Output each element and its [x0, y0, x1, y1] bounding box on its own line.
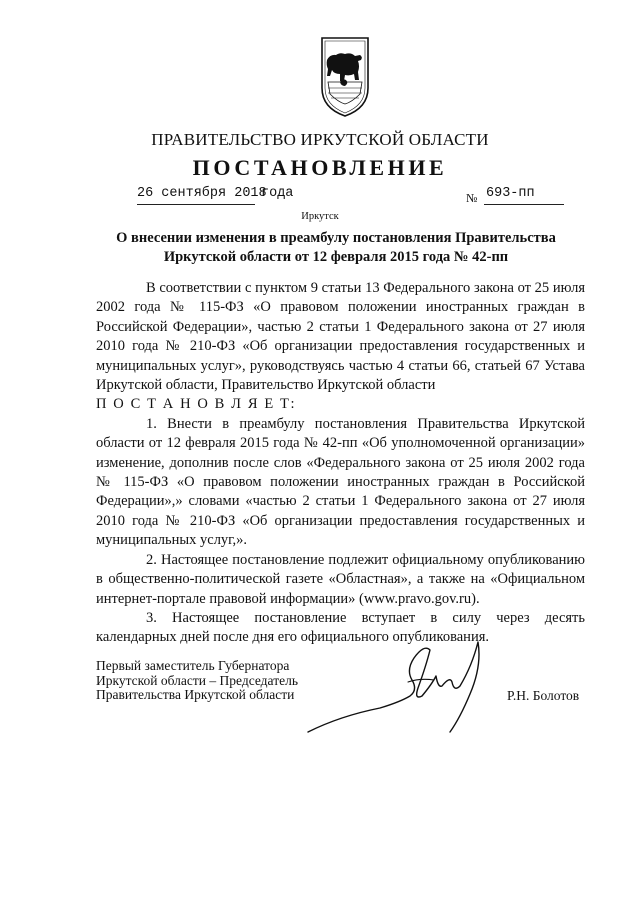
number-sign: № — [466, 191, 478, 205]
document-title — [100, 229, 572, 267]
position-line-3: Правительства Иркутской области — [96, 687, 295, 702]
city-name: Иркутск — [301, 211, 339, 222]
position-line-2: Иркутской области – Председатель — [96, 672, 298, 688]
title-line-1: О внесении изменения в преамбулу постановления Правительства — [116, 230, 556, 246]
position-line-1: Первый заместитель Губернатора — [96, 658, 290, 673]
handwritten-signature — [300, 636, 500, 741]
date-suffix: года — [261, 186, 294, 201]
date-underline — [137, 204, 255, 205]
coat-of-arms-emblem — [318, 36, 372, 118]
item-2-paragraph: 2. Настоящее постановление подлежит официальному опубликованию в общественно-политической газете «Областная», а также на «Официальном интернет-портале правовой информации» (www.pravo.gov.ru). — [96, 551, 585, 607]
decree-date: 26 сентября 2018 — [137, 186, 267, 201]
signatory-position — [96, 659, 298, 703]
document-body — [96, 279, 585, 648]
item-1-paragraph: 1. Внести в преамбулу постановления Правительства Иркутской области от 12 февраля 2015 года № 42-пп «Об уполномоченной организации» изменение, дополнив после слов «Федерального закона от 25 июля 2002 года № 115-ФЗ «О правовом положении иностранных граждан в Российской Федерации»,» словами «частью 2 статьи 1 Федерального закона от 27 июля 2010 года № 210-ФЗ «Об организации предоставления государственных и муниципальных услуг,». — [96, 415, 585, 549]
decree-number: 693-пп — [486, 186, 535, 201]
government-name: ПРАВИТЕЛЬСТВО ИРКУТСКОЙ ОБЛАСТИ — [151, 130, 489, 149]
resolves-heading: П О С Т А Н О В Л Я Е Т: — [96, 396, 297, 413]
item-3-paragraph: 3. Настоящее постановление вступает в силу через десять календарных дней после дня его официального опубликования. — [96, 609, 585, 646]
document-type: ПОСТАНОВЛЕНИЕ — [192, 155, 448, 180]
signatory-name: Р.Н. Болотов — [507, 688, 580, 703]
title-line-2: Иркутской области от 12 февраля 2015 года № 42-пп — [163, 249, 509, 265]
number-underline — [484, 204, 564, 205]
preamble-paragraph: В соответствии с пунктом 9 статьи 13 Федерального закона от 25 июля 2002 года № 115-ФЗ «О правовом положении иностранных граждан в Российской Федерации», частью 2 статьи 1 Федерального закона от 27 июля 2010 года № 210-ФЗ «Об организации предоставления государственных и муниципальных услуг», руководствуясь частью 4 статьи 66, статьей 67 Устава Иркутской области, Правительство Иркутской области — [96, 280, 585, 394]
